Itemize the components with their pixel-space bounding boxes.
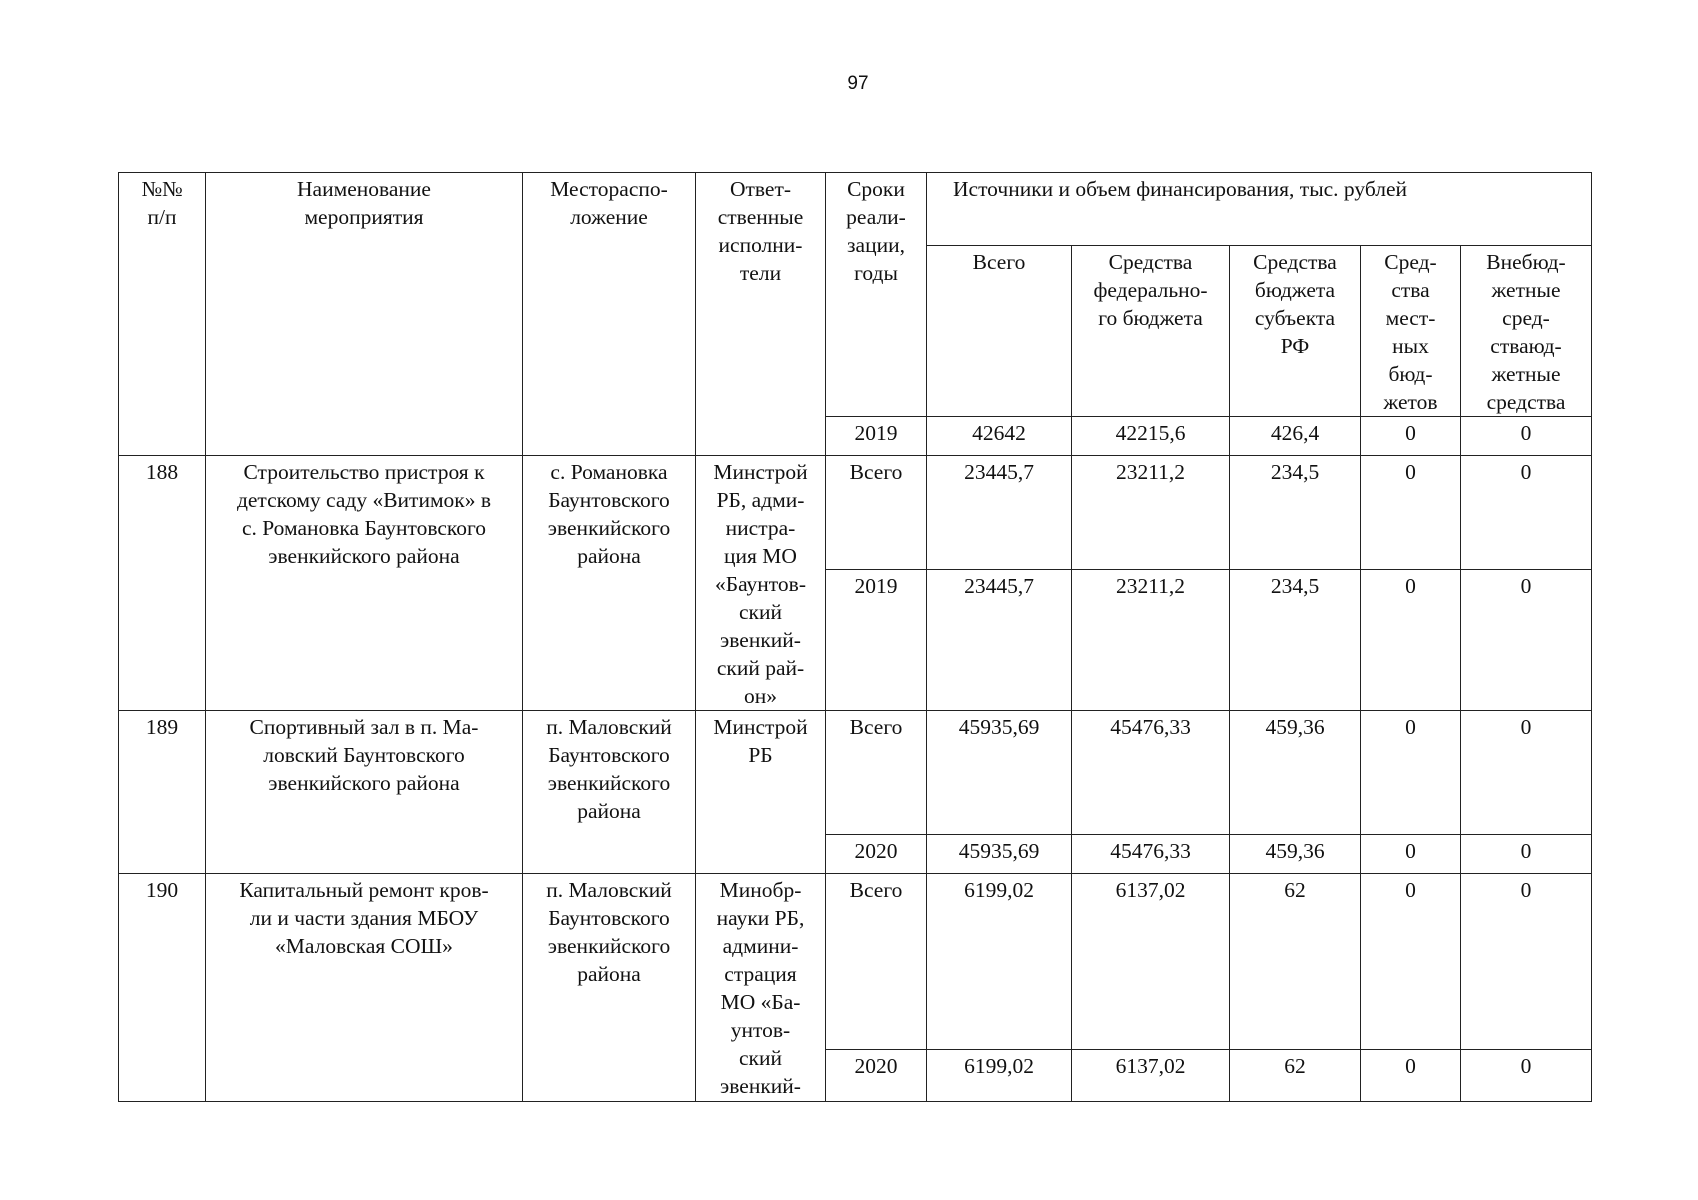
cell-total: 23445,7 [927, 456, 1072, 570]
cell-total: 23445,7 [927, 570, 1072, 711]
cell-extra: 0 [1461, 570, 1592, 711]
cell-num: 189 [119, 711, 206, 874]
header-num: №№ п/п [119, 173, 206, 456]
cell-subject: 459,36 [1230, 835, 1361, 874]
cell-name: Спортивный зал в п. Ма- ловский Баунтовского эвенкийского района [206, 711, 523, 874]
cell-extra: 0 [1461, 711, 1592, 835]
cell-local: 0 [1361, 456, 1461, 570]
cell-federal: 6137,02 [1072, 1050, 1230, 1102]
cell-local: 0 [1361, 835, 1461, 874]
cell-total: 45935,69 [927, 835, 1072, 874]
cell-responsible: Минстрой РБ [696, 711, 826, 874]
cell-total: 6199,02 [927, 1050, 1072, 1102]
cell-extra: 0 [1461, 417, 1592, 456]
cell-subject: 62 [1230, 1050, 1361, 1102]
cell-year: Всего [826, 711, 927, 835]
cell-subject: 426,4 [1230, 417, 1361, 456]
cell-local: 0 [1361, 570, 1461, 711]
table-row [119, 711, 1592, 835]
table-row [119, 874, 1592, 1050]
header-terms: Сроки реали- зации, годы [826, 173, 927, 417]
cell-local: 0 [1361, 1050, 1461, 1102]
financing-table [118, 172, 1592, 1102]
cell-extra: 0 [1461, 835, 1592, 874]
cell-federal: 45476,33 [1072, 711, 1230, 835]
header-row-1 [119, 173, 1592, 246]
cell-local: 0 [1361, 711, 1461, 835]
cell-extra: 0 [1461, 874, 1592, 1050]
page-number: 97 [847, 73, 869, 94]
cell-federal: 23211,2 [1072, 456, 1230, 570]
cell-federal: 6137,02 [1072, 874, 1230, 1050]
cell-responsible: Минстрой РБ, адми- нистра- ция МО «Баунтов- ский эвенкий- ский рай- он» [696, 456, 826, 711]
cell-total: 45935,69 [927, 711, 1072, 835]
cell-subject: 234,5 [1230, 456, 1361, 570]
cell-subject: 234,5 [1230, 570, 1361, 711]
header-sources: Источники и объем финансирования, тыс. рублей [927, 173, 1592, 246]
cell-name: Строительство пристроя к детскому саду «Витимок» в с. Романовка Баунтовского эвенкийского района [206, 456, 523, 711]
cell-num: 190 [119, 874, 206, 1102]
cell-federal: 42215,6 [1072, 417, 1230, 456]
header-responsible: Ответ- ственные исполни- тели [696, 173, 826, 456]
header-local: Сред- ства мест- ных бюд- жетов [1361, 246, 1461, 417]
header-extra: Внебюд- жетные сред- стваюд- жетные средства [1461, 246, 1592, 417]
cell-year: Всего [826, 874, 927, 1050]
cell-location: п. Маловский Баунтовского эвенкийского района [523, 874, 696, 1102]
cell-year: 2020 [826, 835, 927, 874]
cell-federal: 23211,2 [1072, 570, 1230, 711]
header-location: Месторaспо- ложение [523, 173, 696, 456]
cell-responsible: Минобр- науки РБ, админи- страция МО «Ба- унтов- ский эвенкий- [696, 874, 826, 1102]
header-total: Всего [927, 246, 1072, 417]
cell-location: с. Романовка Баунтовского эвенкийского района [523, 456, 696, 711]
cell-extra: 0 [1461, 456, 1592, 570]
cell-total: 42642 [927, 417, 1072, 456]
cell-local: 0 [1361, 874, 1461, 1050]
cell-location: п. Маловский Баунтовского эвенкийского района [523, 711, 696, 874]
header-subject: Средства бюджета субъекта РФ [1230, 246, 1361, 417]
cell-name: Капитальный ремонт кров- ли и части здания МБОУ «Маловская СОШ» [206, 874, 523, 1102]
cell-subject: 459,36 [1230, 711, 1361, 835]
cell-subject: 62 [1230, 874, 1361, 1050]
header-federal: Средства федерально- го бюджета [1072, 246, 1230, 417]
cell-year: 2019 [826, 417, 927, 456]
cell-num: 188 [119, 456, 206, 711]
header-name: Наименование мероприятия [206, 173, 523, 456]
cell-extra: 0 [1461, 1050, 1592, 1102]
table-row [119, 456, 1592, 570]
cell-local: 0 [1361, 417, 1461, 456]
cell-year: Всего [826, 456, 927, 570]
cell-year: 2020 [826, 1050, 927, 1102]
cell-total: 6199,02 [927, 874, 1072, 1050]
cell-year: 2019 [826, 570, 927, 711]
cell-federal: 45476,33 [1072, 835, 1230, 874]
